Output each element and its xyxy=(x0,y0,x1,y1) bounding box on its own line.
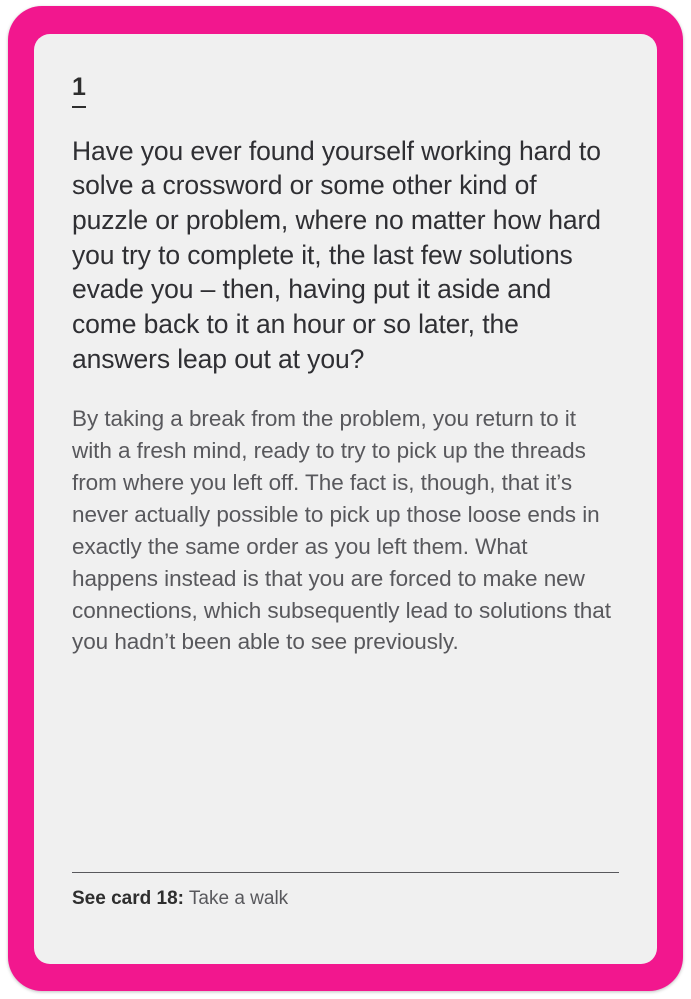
card-surface xyxy=(34,34,657,964)
card-footer xyxy=(72,872,619,912)
footer-divider xyxy=(72,872,619,873)
footer-reference-text: Take a walk xyxy=(188,888,289,910)
footer-reference-label: See card 18: xyxy=(72,888,184,910)
card-border xyxy=(8,6,683,991)
body-paragraph: By taking a break from the problem, you return to it with a fresh mind, ready to try to pick up the threads from where you left off. The fact is, though, that it’s never actually possible to pick up those loose ends in exactly the same order as you left them. What happens instead is that you are forced to make new connections, which subsequently lead to solutions that you hadn’t been able to see previously. xyxy=(72,405,611,655)
card-number-wrapper xyxy=(72,74,619,108)
card-number: 1 xyxy=(72,74,86,108)
footer-reference xyxy=(72,887,619,912)
lead-paragraph: Have you ever found yourself working hard to solve a crossword or some other kind of puzzle or problem, where no matter how hard you try to complete it, the last few solutions evade you – then, having put it aside and come back to it an hour or so later, the answers leap out at you? xyxy=(72,135,601,374)
